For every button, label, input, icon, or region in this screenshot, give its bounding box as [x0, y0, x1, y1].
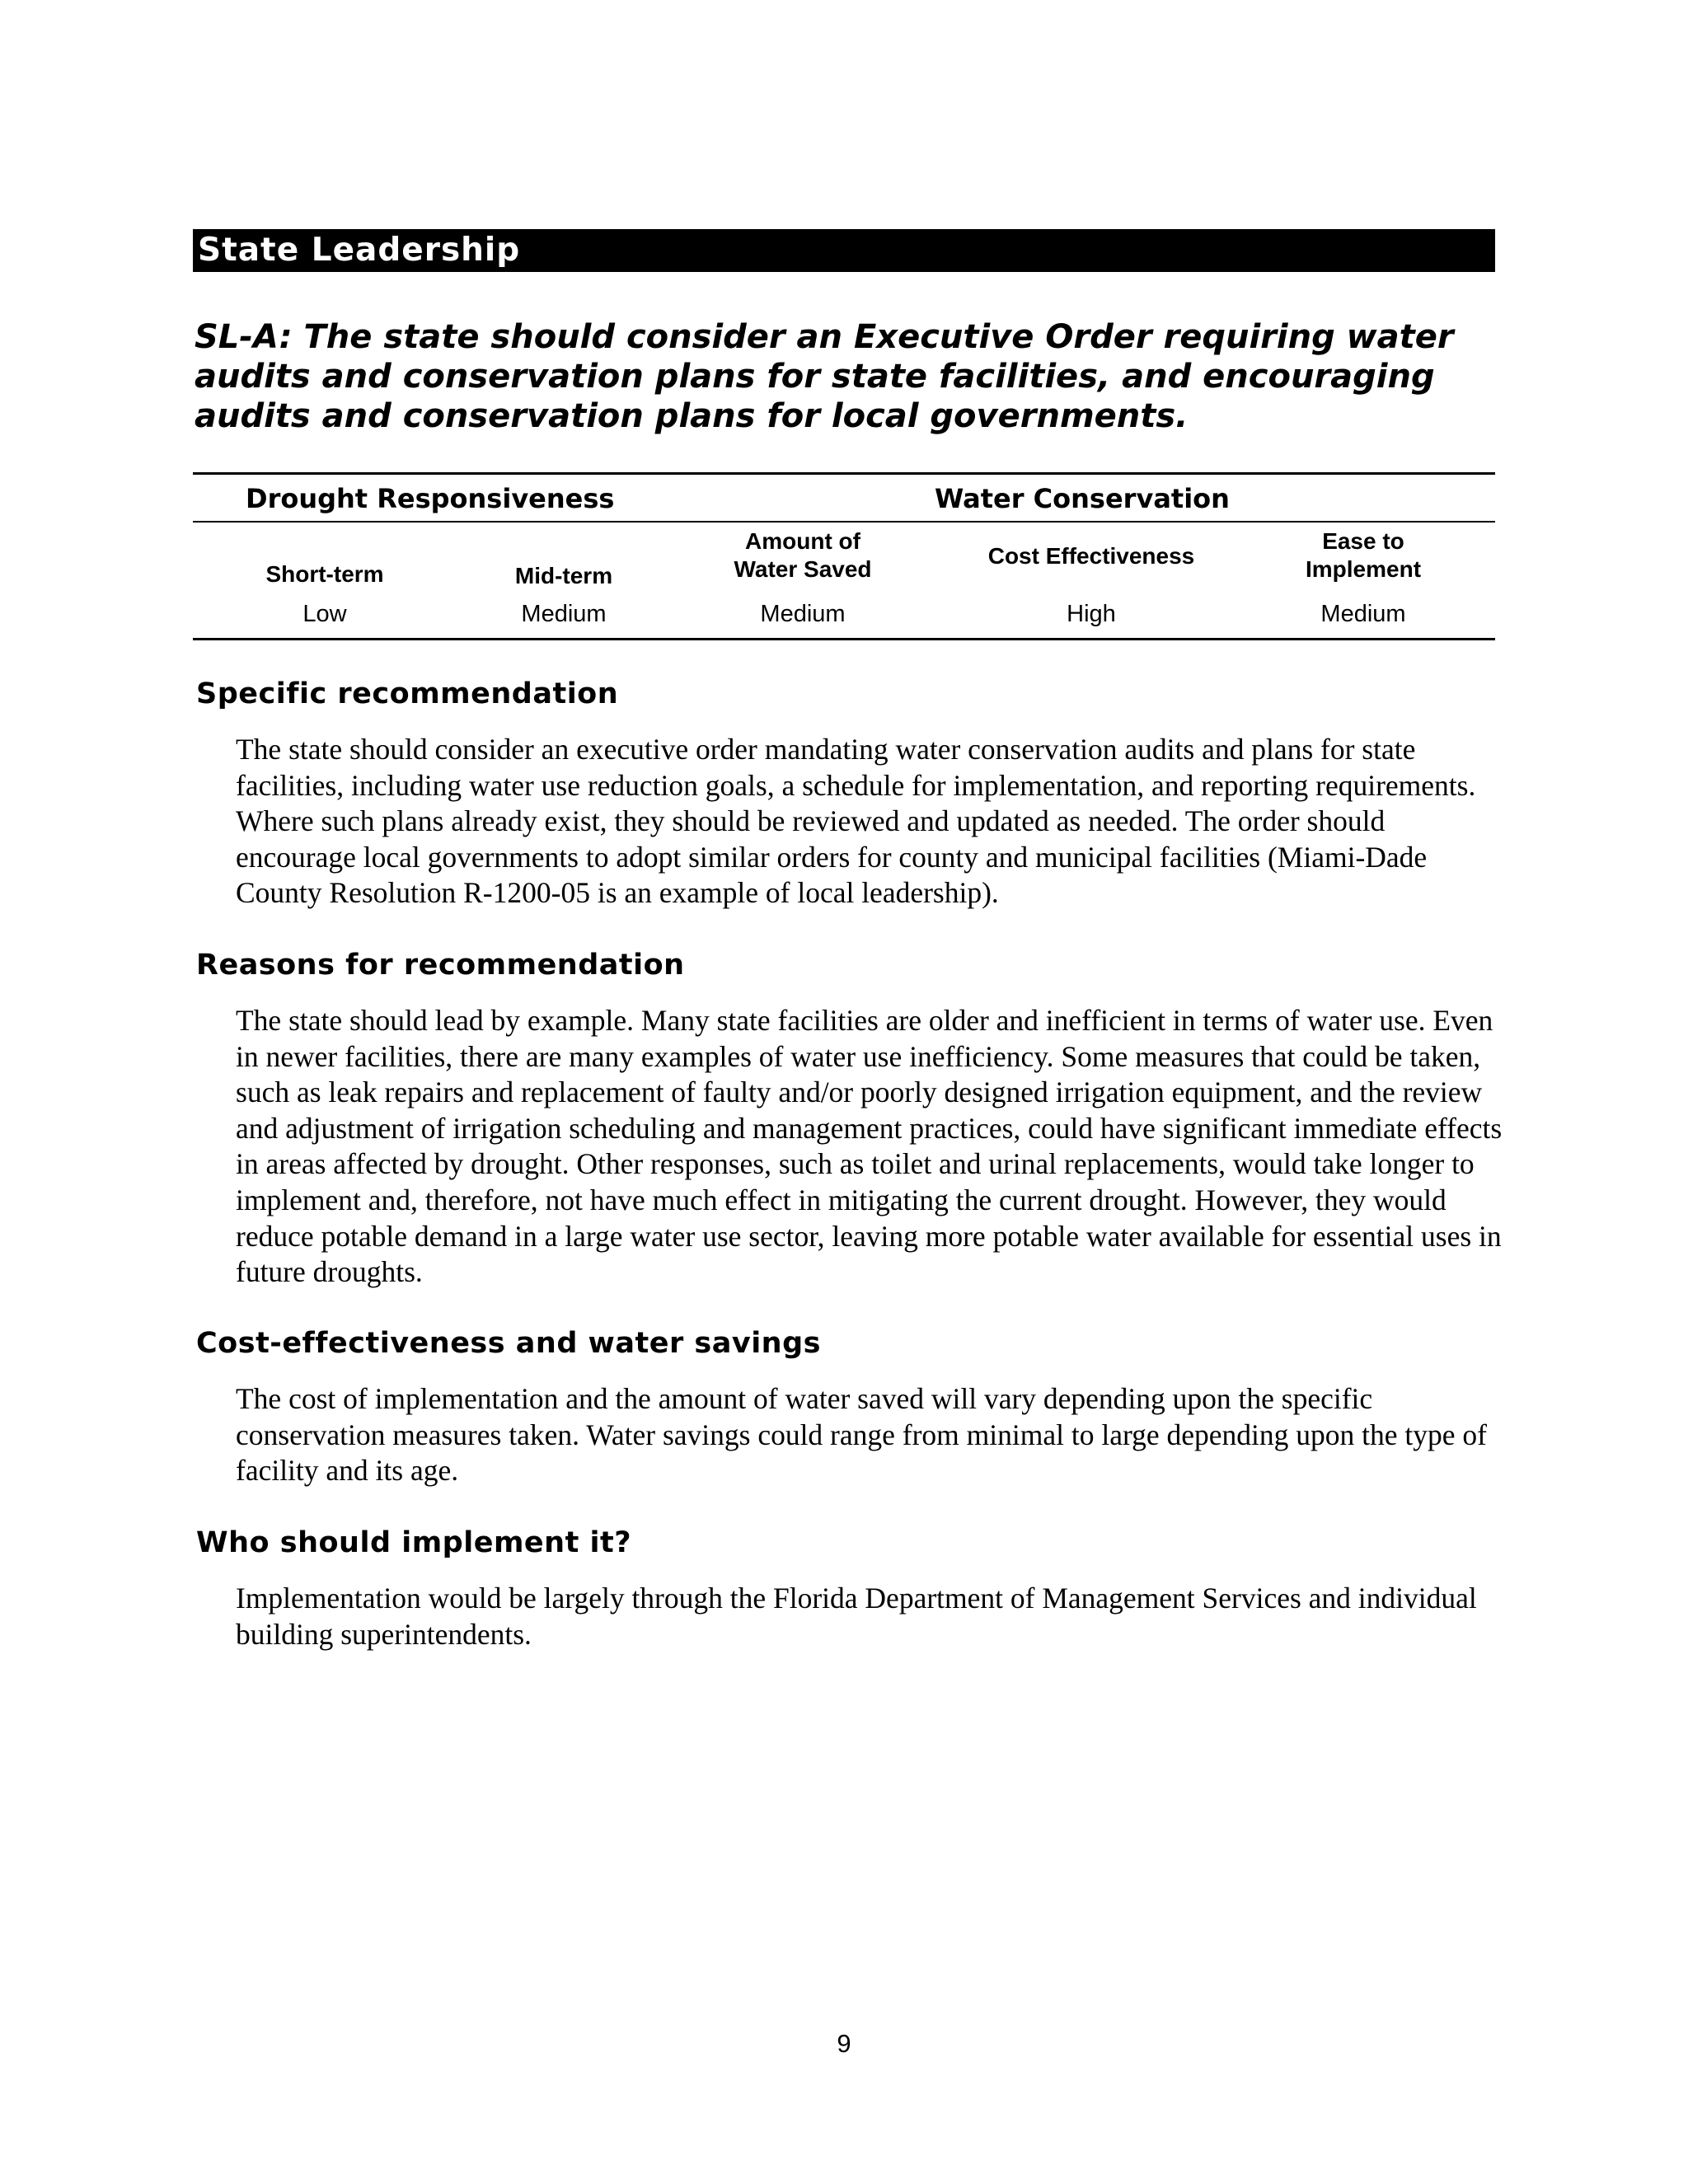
column-header-ease-to-implement: Ease to Implement: [1305, 528, 1422, 582]
column-header-short-term: Short-term: [265, 561, 384, 587]
text-specific-recommendation: The state should consider an executive order mandating water conservation audits and plans for state facilities, including water use reduction goals, a schedule for implementation, and reporting requirements. Where such plans already exist, they should be reviewed and updated as needed. The order should encourage local governments to adopt similar orders for county and municipal facilities (Miami-Dade County Resolution R-1200-05 is an example of local leadership).: [236, 733, 1476, 910]
recommendation-title: SL-A: The state should consider an Executive Order requiring water audits and conservation plans for state facilities, and encouraging audits and conservation plans for local governments.: [195, 318, 1454, 435]
rating-short-term: Low: [302, 601, 347, 627]
heading-specific-recommendation: Specific recommendation: [196, 677, 619, 710]
text-cost-effectiveness-and-water-savings: The cost of implementation and the amount of water saved will vary depending upon the specific conservation measures taken. Water savings could range from minimal to large depending upon the type of facility and its age.: [236, 1382, 1487, 1488]
text-who-should-implement: Implementation would be largely through the Florida Department of Management Services and individual building superintendents.: [236, 1582, 1477, 1651]
section-title-bar: State Leadership: [193, 229, 1495, 272]
rating-ease-to-implement: Medium: [1320, 601, 1406, 627]
page-number: 9: [837, 2029, 851, 2058]
column-header-amount-of-water-saved: Amount of Water Saved: [734, 528, 872, 582]
column-header-mid-term: Mid-term: [514, 563, 613, 588]
rating-amount-of-water-saved: Medium: [760, 601, 846, 627]
rating-mid-term: Medium: [521, 601, 607, 627]
column-header-cost-effectiveness: Cost Effectiveness: [987, 543, 1195, 569]
heading-reasons-for-recommendation: Reasons for recommendation: [196, 949, 685, 982]
ratings-table: [193, 472, 1495, 640]
group-drought-responsiveness: Drought Responsiveness: [246, 483, 615, 514]
rating-cost-effectiveness: High: [1067, 601, 1116, 627]
heading-who-should-implement: Who should implement it?: [196, 1526, 632, 1559]
text-reasons-for-recommendation: The state should lead by example. Many state facilities are older and inefficient in terms of water use. Even in newer facilities, there are many examples of water use inefficiency. Some measures that could be taken, such as leak repairs and replacement of faulty and/or poorly designed irrigation equipment, and the review and adjustment of irrigation scheduling and management practices, could have significant immediate effects in areas affected by drought. Other responses, such as toilet and urinal replacements, would take longer to implement and, therefore, not have much effect in mitigating the current drought. However, they would reduce potable demand in a large water use sector, leaving more potable water available for essential uses in future droughts.: [236, 1004, 1503, 1289]
heading-cost-effectiveness-and-water-savings: Cost-effectiveness and water savings: [196, 1327, 821, 1360]
ratings-group-header: [193, 475, 1495, 523]
group-water-conservation: Water Conservation: [935, 483, 1230, 514]
